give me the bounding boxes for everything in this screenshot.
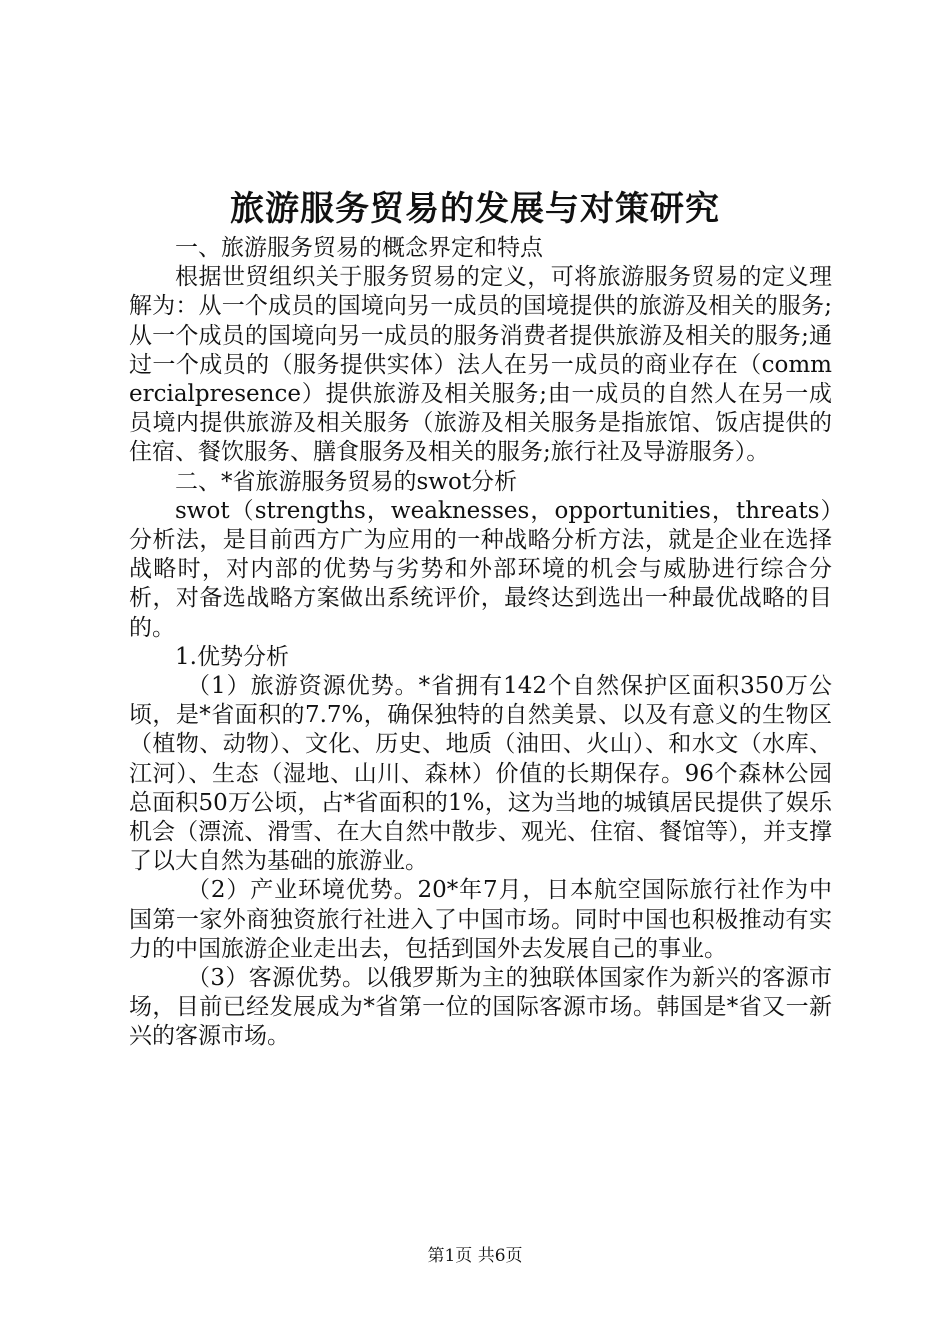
document-title: 旅游服务贸易的发展与对策研究	[230, 189, 720, 229]
paragraph-tourism-resources: （1）旅游资源优势。*省拥有142个自然保护区面积350万公顷，是*省面积的7.7%，确保独特的自然美景、以及有意义的生物区（植物、动物）、文化、历史、地质（油田、火山）、和水文（水库、江河）、生态（湿地、山川、森林）价值的长期保存。96个森林公园总面积50万公顷，占*省面积的1%，这为当地的城镇居民提供了娱乐机会（漂流、滑雪、在大自然中散步、观光、住宿、餐馆等），并支撑了以大自然为基础的旅游业。	[129, 673, 832, 875]
document-body	[129, 234, 832, 1052]
paragraph-tourist-source: （3）客源优势。以俄罗斯为主的独联体国家作为新兴的客源市场，目前已经发展成为*省第一位的国际客源市场。韩国是*省又一新兴的客源市场。	[129, 965, 832, 1050]
paragraph-definition: 根据世贸组织关于服务贸易的定义，可将旅游服务贸易的定义理解为：从一个成员的国境向另一成员的国境提供的旅游及相关的服务;从一个成员的国境向另一成员的服务消费者提供旅游及相关的服务;通过一个成员的（服务提供实体）法人在另一成员的商业存在（commercialpresence）提供旅游及相关服务;由一成员的自然人在另一成员境内提供旅游及相关服务（旅游及相关服务是指旅馆、饭店提供的住宿、餐饮服务、膳食服务及相关的服务;旅行社及导游服务）。	[129, 264, 832, 466]
section-heading-concept: 一、旅游服务贸易的概念界定和特点	[175, 235, 543, 261]
paragraph-industry-environment: （2）产业环境优势。20*年7月，日本航空国际旅行社作为中国第一家外商独资旅行社进入了中国市场。同时中国也积极推动有实力的中国旅游企业走出去，包括到国外去发展自己的事业。	[129, 877, 832, 962]
section-heading-swot: 二、*省旅游服务贸易的swot分析	[175, 468, 518, 495]
paragraph-swot-method: swot（strengths，weaknesses，opportunities，threats）分析法，是目前西方广为应用的一种战略分析方法，就是企业在选择战略时，对内部的优势与劣势和外部环境的机会与威胁进行综合分析，对备选战略方案做出系统评价，最终达到选出一种最优战略的目的。	[129, 497, 832, 641]
page-total: 共6页	[477, 1246, 523, 1266]
subsection-heading-strengths: 1.优势分析	[175, 643, 289, 670]
page-footer	[0, 1245, 950, 1267]
page-number: 第1页	[427, 1246, 473, 1266]
